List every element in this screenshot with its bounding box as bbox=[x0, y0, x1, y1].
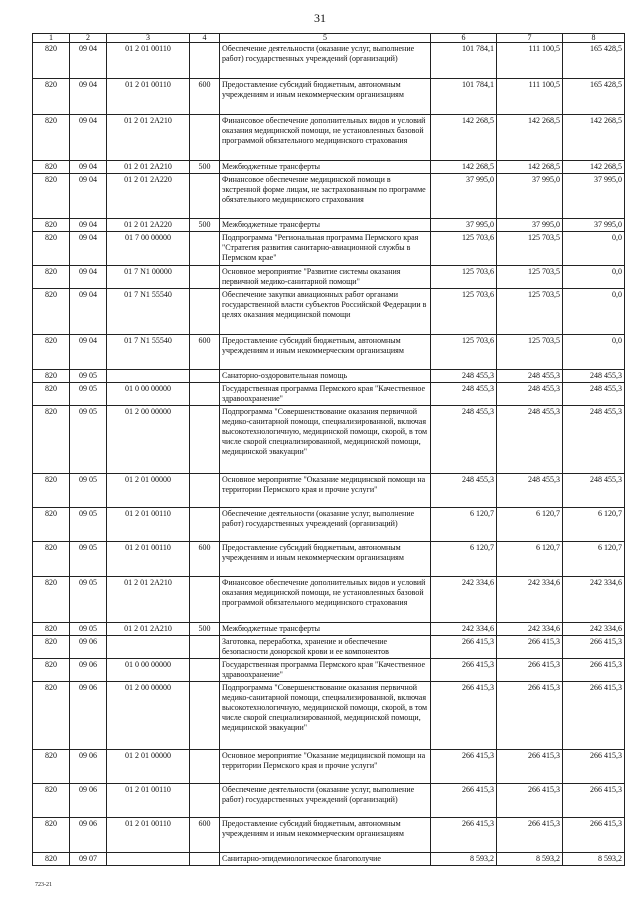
expense-type-cell bbox=[190, 853, 220, 866]
column-header: 5 bbox=[220, 34, 431, 43]
amount-year2-cell: 37 995,0 bbox=[497, 174, 563, 219]
table-row bbox=[33, 784, 625, 818]
admin-code-cell: 820 bbox=[33, 383, 70, 406]
column-header: 2 bbox=[70, 34, 107, 43]
table-row bbox=[33, 577, 625, 623]
amount-year3-cell: 6 120,7 bbox=[563, 542, 625, 577]
admin-code-cell: 820 bbox=[33, 219, 70, 232]
amount-year1-cell: 125 703,6 bbox=[431, 232, 497, 266]
target-article-cell bbox=[107, 853, 190, 866]
amount-year3-cell: 248 455,3 bbox=[563, 406, 625, 474]
admin-code-cell: 820 bbox=[33, 659, 70, 682]
amount-year1-cell: 242 334,6 bbox=[431, 577, 497, 623]
section-code-cell: 09 06 bbox=[70, 750, 107, 784]
description-cell: Предоставление субсидий бюджетным, автономным учреждениям и иным некоммерческим организациям bbox=[220, 79, 431, 115]
expense-type-cell bbox=[190, 174, 220, 219]
table-row bbox=[33, 232, 625, 266]
admin-code-cell: 820 bbox=[33, 79, 70, 115]
admin-code-cell: 820 bbox=[33, 750, 70, 784]
amount-year1-cell: 248 455,3 bbox=[431, 474, 497, 508]
section-code-cell: 09 06 bbox=[70, 682, 107, 750]
expense-type-cell bbox=[190, 232, 220, 266]
admin-code-cell: 820 bbox=[33, 818, 70, 853]
expense-type-cell bbox=[190, 682, 220, 750]
table-row bbox=[33, 508, 625, 542]
target-article-cell: 01 2 00 00000 bbox=[107, 682, 190, 750]
amount-year3-cell: 165 428,5 bbox=[563, 79, 625, 115]
expense-type-cell bbox=[190, 289, 220, 335]
amount-year1-cell: 125 703,6 bbox=[431, 289, 497, 335]
amount-year3-cell: 248 455,3 bbox=[563, 383, 625, 406]
amount-year3-cell: 8 593,2 bbox=[563, 853, 625, 866]
amount-year2-cell: 242 334,6 bbox=[497, 577, 563, 623]
description-cell: Предоставление субсидий бюджетным, автономным учреждениям и иным некоммерческим организациям bbox=[220, 542, 431, 577]
target-article-cell: 01 7 N1 00000 bbox=[107, 266, 190, 289]
admin-code-cell: 820 bbox=[33, 289, 70, 335]
description-cell: Межбюджетные трансферты bbox=[220, 219, 431, 232]
section-code-cell: 09 04 bbox=[70, 266, 107, 289]
section-code-cell: 09 06 bbox=[70, 636, 107, 659]
table-row bbox=[33, 659, 625, 682]
amount-year1-cell: 101 784,1 bbox=[431, 43, 497, 79]
admin-code-cell: 820 bbox=[33, 370, 70, 383]
description-cell: Финансовое обеспечение медицинской помощи в экстренной форме лицам, не застрахованным по программе обязательного медицинского страхования bbox=[220, 174, 431, 219]
amount-year1-cell: 37 995,0 bbox=[431, 174, 497, 219]
description-cell: Межбюджетные трансферты bbox=[220, 623, 431, 636]
amount-year3-cell: 266 415,3 bbox=[563, 659, 625, 682]
table-row bbox=[33, 636, 625, 659]
amount-year2-cell: 125 703,5 bbox=[497, 232, 563, 266]
table-row bbox=[33, 43, 625, 79]
amount-year2-cell: 266 415,3 bbox=[497, 784, 563, 818]
target-article-cell: 01 2 01 2А210 bbox=[107, 577, 190, 623]
document-code: 723-21 bbox=[35, 882, 52, 888]
table-row bbox=[33, 161, 625, 174]
target-article-cell: 01 7 00 00000 bbox=[107, 232, 190, 266]
amount-year3-cell: 266 415,3 bbox=[563, 784, 625, 818]
amount-year3-cell: 242 334,6 bbox=[563, 577, 625, 623]
amount-year2-cell: 125 703,5 bbox=[497, 289, 563, 335]
admin-code-cell: 820 bbox=[33, 115, 70, 161]
table-row bbox=[33, 853, 625, 866]
amount-year2-cell: 266 415,3 bbox=[497, 818, 563, 853]
table-row bbox=[33, 818, 625, 853]
admin-code-cell: 820 bbox=[33, 623, 70, 636]
section-code-cell: 09 04 bbox=[70, 174, 107, 219]
amount-year1-cell: 125 703,6 bbox=[431, 266, 497, 289]
expense-type-cell bbox=[190, 508, 220, 542]
description-cell: Подпрограмма "Совершенствование оказания первичной медико-санитарной помощи, специализированной, включая высокотехнологичную, медицинской помощи, скорой, в том числе скорой специализированной, медицинской помощи, медицинской эвакуации" bbox=[220, 682, 431, 750]
column-header: 8 bbox=[563, 34, 625, 43]
description-cell: Государственная программа Пермского края "Качественное здравоохранение" bbox=[220, 383, 431, 406]
amount-year2-cell: 37 995,0 bbox=[497, 219, 563, 232]
table-row bbox=[33, 406, 625, 474]
admin-code-cell: 820 bbox=[33, 474, 70, 508]
target-article-cell: 01 2 00 00000 bbox=[107, 406, 190, 474]
amount-year3-cell: 0,0 bbox=[563, 266, 625, 289]
expense-type-cell: 500 bbox=[190, 219, 220, 232]
target-article-cell bbox=[107, 636, 190, 659]
expense-type-cell bbox=[190, 474, 220, 508]
admin-code-cell: 820 bbox=[33, 784, 70, 818]
amount-year2-cell: 125 703,5 bbox=[497, 335, 563, 370]
amount-year1-cell: 266 415,3 bbox=[431, 636, 497, 659]
expense-type-cell bbox=[190, 784, 220, 818]
target-article-cell: 01 0 00 00000 bbox=[107, 659, 190, 682]
expense-type-cell bbox=[190, 370, 220, 383]
amount-year1-cell: 125 703,6 bbox=[431, 335, 497, 370]
amount-year3-cell: 6 120,7 bbox=[563, 508, 625, 542]
amount-year2-cell: 248 455,3 bbox=[497, 383, 563, 406]
target-article-cell: 01 2 01 2А210 bbox=[107, 161, 190, 174]
amount-year3-cell: 242 334,6 bbox=[563, 623, 625, 636]
amount-year3-cell: 0,0 bbox=[563, 289, 625, 335]
admin-code-cell: 820 bbox=[33, 508, 70, 542]
description-cell: Основное мероприятие "Развитие системы оказания первичной медико-санитарной помощи" bbox=[220, 266, 431, 289]
table-row bbox=[33, 623, 625, 636]
expense-type-cell: 500 bbox=[190, 623, 220, 636]
header-row bbox=[33, 34, 625, 43]
expense-type-cell bbox=[190, 659, 220, 682]
section-code-cell: 09 04 bbox=[70, 43, 107, 79]
column-header: 7 bbox=[497, 34, 563, 43]
target-article-cell bbox=[107, 370, 190, 383]
amount-year1-cell: 6 120,7 bbox=[431, 508, 497, 542]
section-code-cell: 09 05 bbox=[70, 623, 107, 636]
section-code-cell: 09 05 bbox=[70, 370, 107, 383]
amount-year3-cell: 37 995,0 bbox=[563, 174, 625, 219]
target-article-cell: 01 2 01 00110 bbox=[107, 508, 190, 542]
amount-year2-cell: 8 593,2 bbox=[497, 853, 563, 866]
section-code-cell: 09 06 bbox=[70, 659, 107, 682]
table-row bbox=[33, 383, 625, 406]
expense-type-cell: 600 bbox=[190, 818, 220, 853]
description-cell: Межбюджетные трансферты bbox=[220, 161, 431, 174]
target-article-cell: 01 2 01 00110 bbox=[107, 542, 190, 577]
amount-year2-cell: 242 334,6 bbox=[497, 623, 563, 636]
amount-year3-cell: 165 428,5 bbox=[563, 43, 625, 79]
table-row bbox=[33, 266, 625, 289]
target-article-cell: 01 0 00 00000 bbox=[107, 383, 190, 406]
description-cell: Финансовое обеспечение дополнительных видов и условий оказания медицинской помощи, не установленных базовой программой обязательного медицинского страхования bbox=[220, 115, 431, 161]
expense-type-cell: 600 bbox=[190, 335, 220, 370]
description-cell: Предоставление субсидий бюджетным, автономным учреждениям и иным некоммерческим организациям bbox=[220, 335, 431, 370]
description-cell: Предоставление субсидий бюджетным, автономным учреждениям и иным некоммерческим организациям bbox=[220, 818, 431, 853]
section-code-cell: 09 04 bbox=[70, 161, 107, 174]
target-article-cell: 01 7 N1 55540 bbox=[107, 335, 190, 370]
amount-year2-cell: 111 100,5 bbox=[497, 79, 563, 115]
section-code-cell: 09 04 bbox=[70, 232, 107, 266]
amount-year2-cell: 125 703,5 bbox=[497, 266, 563, 289]
section-code-cell: 09 05 bbox=[70, 474, 107, 508]
expense-type-cell bbox=[190, 115, 220, 161]
description-cell: Подпрограмма "Региональная программа Пермского края "Стратегия развития санитарно-авиационной службы в Пермском крае" bbox=[220, 232, 431, 266]
amount-year1-cell: 242 334,6 bbox=[431, 623, 497, 636]
table-row bbox=[33, 79, 625, 115]
amount-year1-cell: 8 593,2 bbox=[431, 853, 497, 866]
amount-year1-cell: 266 415,3 bbox=[431, 659, 497, 682]
table-row bbox=[33, 542, 625, 577]
expense-type-cell bbox=[190, 266, 220, 289]
amount-year2-cell: 266 415,3 bbox=[497, 682, 563, 750]
amount-year1-cell: 266 415,3 bbox=[431, 784, 497, 818]
table-row bbox=[33, 750, 625, 784]
table-row bbox=[33, 174, 625, 219]
description-cell: Подпрограмма "Совершенствование оказания первичной медико-санитарной помощи, специализированной, включая высокотехнологичную, медицинской помощи, скорой, в том числе скорой специализированной, медицинской помощи, медицинской эвакуации" bbox=[220, 406, 431, 474]
section-code-cell: 09 05 bbox=[70, 508, 107, 542]
expense-type-cell bbox=[190, 406, 220, 474]
amount-year1-cell: 6 120,7 bbox=[431, 542, 497, 577]
expense-type-cell bbox=[190, 43, 220, 79]
table-row bbox=[33, 474, 625, 508]
amount-year3-cell: 248 455,3 bbox=[563, 474, 625, 508]
amount-year2-cell: 6 120,7 bbox=[497, 542, 563, 577]
amount-year3-cell: 142 268,5 bbox=[563, 161, 625, 174]
amount-year2-cell: 248 455,3 bbox=[497, 474, 563, 508]
amount-year3-cell: 266 415,3 bbox=[563, 818, 625, 853]
description-cell: Санаторно-оздоровительная помощь bbox=[220, 370, 431, 383]
table-row bbox=[33, 370, 625, 383]
expense-type-cell: 600 bbox=[190, 79, 220, 115]
amount-year2-cell: 248 455,3 bbox=[497, 406, 563, 474]
amount-year2-cell: 111 100,5 bbox=[497, 43, 563, 79]
expense-type-cell: 600 bbox=[190, 542, 220, 577]
description-cell: Основное мероприятие "Оказание медицинской помощи на территории Пермского края и прочие услуги" bbox=[220, 474, 431, 508]
target-article-cell: 01 7 N1 55540 bbox=[107, 289, 190, 335]
section-code-cell: 09 05 bbox=[70, 406, 107, 474]
target-article-cell: 01 2 01 00110 bbox=[107, 43, 190, 79]
amount-year3-cell: 0,0 bbox=[563, 335, 625, 370]
amount-year1-cell: 266 415,3 bbox=[431, 818, 497, 853]
amount-year1-cell: 248 455,3 bbox=[431, 383, 497, 406]
target-article-cell: 01 2 01 2А220 bbox=[107, 219, 190, 232]
admin-code-cell: 820 bbox=[33, 174, 70, 219]
section-code-cell: 09 05 bbox=[70, 383, 107, 406]
amount-year2-cell: 266 415,3 bbox=[497, 636, 563, 659]
column-header: 3 bbox=[107, 34, 190, 43]
amount-year3-cell: 266 415,3 bbox=[563, 682, 625, 750]
amount-year1-cell: 101 784,1 bbox=[431, 79, 497, 115]
table-row bbox=[33, 115, 625, 161]
target-article-cell: 01 2 01 2А210 bbox=[107, 623, 190, 636]
target-article-cell: 01 2 01 2А220 bbox=[107, 174, 190, 219]
section-code-cell: 09 06 bbox=[70, 784, 107, 818]
amount-year1-cell: 266 415,3 bbox=[431, 750, 497, 784]
expense-type-cell bbox=[190, 750, 220, 784]
description-cell: Санитарно-эпидемиологическое благополучие bbox=[220, 853, 431, 866]
description-cell: Обеспечение деятельности (оказание услуг, выполнение работ) государственных учреждений (организаций) bbox=[220, 43, 431, 79]
table-row bbox=[33, 219, 625, 232]
target-article-cell: 01 2 01 00110 bbox=[107, 818, 190, 853]
page-number: 31 bbox=[314, 11, 326, 25]
section-code-cell: 09 04 bbox=[70, 115, 107, 161]
description-cell: Основное мероприятие "Оказание медицинской помощи на территории Пермского края и прочие услуги" bbox=[220, 750, 431, 784]
expense-type-cell bbox=[190, 383, 220, 406]
target-article-cell: 01 2 01 00000 bbox=[107, 750, 190, 784]
amount-year2-cell: 266 415,3 bbox=[497, 750, 563, 784]
amount-year2-cell: 266 415,3 bbox=[497, 659, 563, 682]
amount-year1-cell: 142 268,5 bbox=[431, 161, 497, 174]
section-code-cell: 09 04 bbox=[70, 335, 107, 370]
admin-code-cell: 820 bbox=[33, 232, 70, 266]
column-header: 6 bbox=[431, 34, 497, 43]
section-code-cell: 09 04 bbox=[70, 79, 107, 115]
expense-type-cell bbox=[190, 577, 220, 623]
amount-year1-cell: 37 995,0 bbox=[431, 219, 497, 232]
admin-code-cell: 820 bbox=[33, 266, 70, 289]
amount-year3-cell: 266 415,3 bbox=[563, 636, 625, 659]
admin-code-cell: 820 bbox=[33, 682, 70, 750]
amount-year2-cell: 142 268,5 bbox=[497, 161, 563, 174]
admin-code-cell: 820 bbox=[33, 542, 70, 577]
section-code-cell: 09 05 bbox=[70, 542, 107, 577]
amount-year2-cell: 248 455,3 bbox=[497, 370, 563, 383]
amount-year1-cell: 266 415,3 bbox=[431, 682, 497, 750]
amount-year1-cell: 142 268,5 bbox=[431, 115, 497, 161]
description-cell: Обеспечение закупки авиационных работ органами государственной власти субъектов Российской Федерации в целях оказания медицинской помощи bbox=[220, 289, 431, 335]
target-article-cell: 01 2 01 00000 bbox=[107, 474, 190, 508]
target-article-cell: 01 2 01 00110 bbox=[107, 784, 190, 818]
admin-code-cell: 820 bbox=[33, 335, 70, 370]
description-cell: Государственная программа Пермского края "Качественное здравоохранение" bbox=[220, 659, 431, 682]
description-cell: Финансовое обеспечение дополнительных видов и условий оказания медицинской помощи, не установленных базовой программой обязательного медицинского страхования bbox=[220, 577, 431, 623]
column-header: 4 bbox=[190, 34, 220, 43]
admin-code-cell: 820 bbox=[33, 636, 70, 659]
table-row bbox=[33, 682, 625, 750]
column-header: 1 bbox=[33, 34, 70, 43]
amount-year1-cell: 248 455,3 bbox=[431, 370, 497, 383]
admin-code-cell: 820 bbox=[33, 577, 70, 623]
amount-year3-cell: 0,0 bbox=[563, 232, 625, 266]
table-row bbox=[33, 335, 625, 370]
expense-type-cell bbox=[190, 636, 220, 659]
expense-type-cell: 500 bbox=[190, 161, 220, 174]
amount-year2-cell: 142 268,5 bbox=[497, 115, 563, 161]
amount-year2-cell: 6 120,7 bbox=[497, 508, 563, 542]
section-code-cell: 09 05 bbox=[70, 577, 107, 623]
admin-code-cell: 820 bbox=[33, 43, 70, 79]
target-article-cell: 01 2 01 2А210 bbox=[107, 115, 190, 161]
admin-code-cell: 820 bbox=[33, 161, 70, 174]
amount-year3-cell: 37 995,0 bbox=[563, 219, 625, 232]
admin-code-cell: 820 bbox=[33, 406, 70, 474]
description-cell: Обеспечение деятельности (оказание услуг, выполнение работ) государственных учреждений (организаций) bbox=[220, 784, 431, 818]
section-code-cell: 09 07 bbox=[70, 853, 107, 866]
target-article-cell: 01 2 01 00110 bbox=[107, 79, 190, 115]
admin-code-cell: 820 bbox=[33, 853, 70, 866]
amount-year3-cell: 248 455,3 bbox=[563, 370, 625, 383]
section-code-cell: 09 04 bbox=[70, 289, 107, 335]
table-row bbox=[33, 289, 625, 335]
amount-year3-cell: 142 268,5 bbox=[563, 115, 625, 161]
budget-table bbox=[32, 33, 625, 866]
section-code-cell: 09 06 bbox=[70, 818, 107, 853]
description-cell: Заготовка, переработка, хранение и обеспечение безопасности донорской крови и ее компонентов bbox=[220, 636, 431, 659]
description-cell: Обеспечение деятельности (оказание услуг, выполнение работ) государственных учреждений (организаций) bbox=[220, 508, 431, 542]
section-code-cell: 09 04 bbox=[70, 219, 107, 232]
amount-year3-cell: 266 415,3 bbox=[563, 750, 625, 784]
amount-year1-cell: 248 455,3 bbox=[431, 406, 497, 474]
